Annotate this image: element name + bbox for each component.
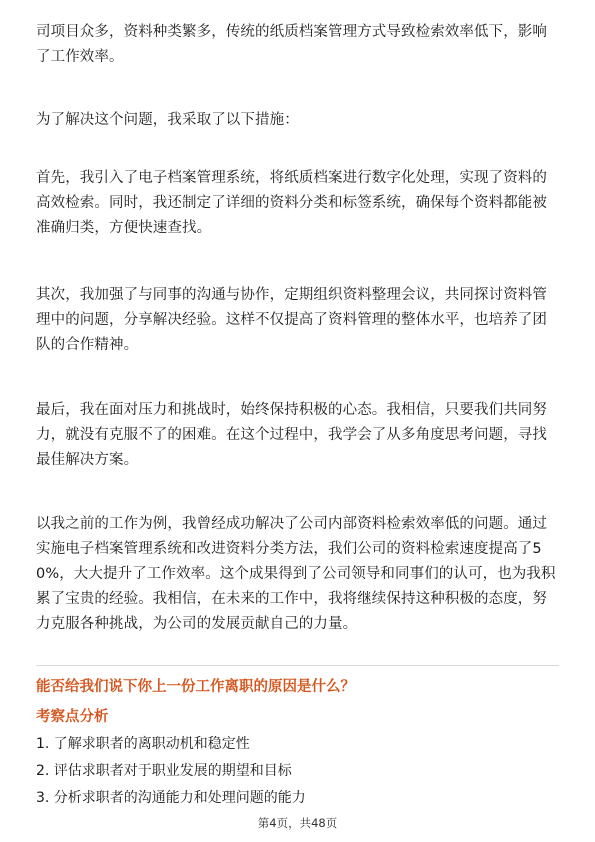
analysis-item-1: 1. 了解求职者的离职动机和稳定性	[36, 736, 250, 752]
paragraph-3: 首先，我引入了电子档案管理系统，将纸质档案进行数字化处理，实现了资料的高效检索。同时，我还制定了详细的资料分类和标签系统，确保每个资料都能被准确归类，方便快速查找。	[36, 170, 547, 236]
paragraph-2: 为了解决这个问题，我采取了以下措施：	[36, 112, 299, 128]
paragraph-5: 最后，我在面对压力和挑战时，始终保持积极的心态。我相信，只要我们共同努力，就没有克服不了的困难。在这个过程中，我学会了从多角度思考问题，寻找最佳解决方案。	[36, 402, 547, 468]
section-divider	[36, 665, 559, 666]
paragraph-6: 以我之前的工作为例，我曾经成功解决了公司内部资料检索效率低的问题。通过实施电子档案管理系统和改进资料分类方法，我们公司的资料检索速度提高了50%，大大提升了工作效率。这个成果得到了公司领导和同事们的认可，也为我积累了宝贵的经验。我相信，在未来的工作中，我将继续保持这种积极的态度，努力克服各种挑战，为公司的发展贡献自己的力量。	[36, 516, 556, 632]
analysis-heading: 考察点分析	[36, 709, 109, 725]
analysis-item-2: 2. 评估求职者对于职业发展的期望和目标	[36, 763, 292, 779]
analysis-item-3: 3. 分析求职者的沟通能力和处理问题的能力	[36, 790, 306, 806]
paragraph-1: 司项目众多，资料种类繁多，传统的纸质档案管理方式导致检索效率低下，影响了工作效率。	[36, 24, 547, 65]
interview-question: 能否给我们说下你上一份工作离职的原因是什么？	[36, 679, 355, 695]
page-footer: 第4页，共48页	[257, 816, 338, 830]
paragraph-4: 其次，我加强了与同事的沟通与协作，定期组织资料整理会议，共同探讨资料管理中的问题，分享解决经验。这样不仅提高了资料管理的整体水平，也培养了团队的合作精神。	[36, 287, 547, 353]
